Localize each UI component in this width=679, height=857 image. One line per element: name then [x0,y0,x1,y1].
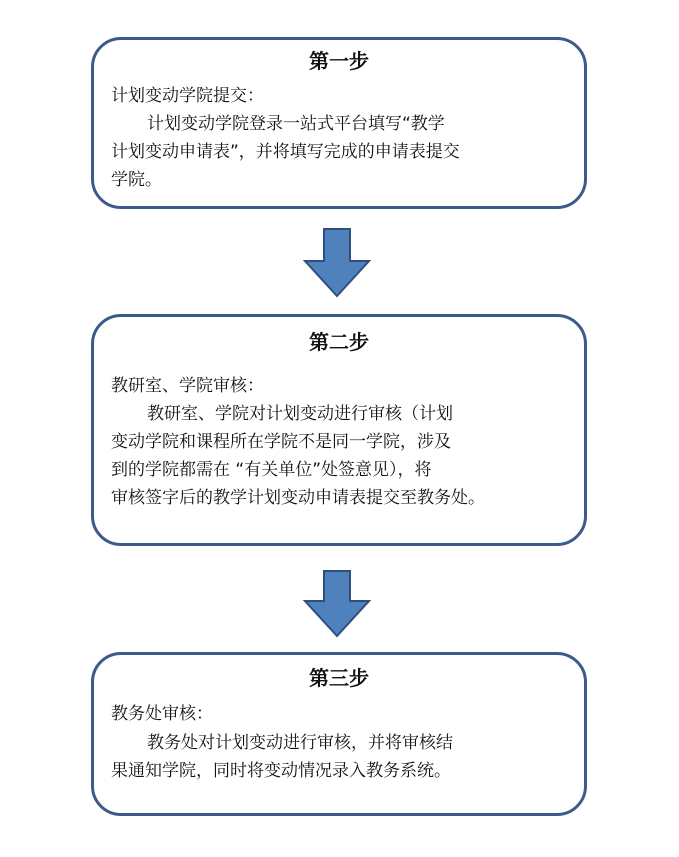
down-arrow-1-shape [305,229,369,296]
step-1-box [91,37,587,209]
step-1-line-3: 学院。 [111,170,162,190]
step-1-line-1: 计划变动学院登录一站式平台填写“教学 [147,114,445,134]
step-2-heading: 教研室、学院审核： [111,376,264,396]
step-2-box [91,314,587,546]
step-2-title: 第二步 [309,330,369,354]
step-2-body [111,400,485,512]
step-2-line-3: 到的学院都需在 “有关单位”处签意见），将 [111,460,432,480]
step-1-title: 第一步 [309,49,369,73]
step-1-line-2: 计划变动申请表”，并将填写完成的申请表提交 [111,142,460,162]
down-arrow-1 [302,227,372,299]
step-1-body [111,110,460,194]
step-2-line-1: 教研室、学院对计划变动进行审核（计划 [147,404,453,424]
step-3-title: 第三步 [309,666,369,690]
step-2-line-2: 变动学院和课程所在学院不是同一学院，涉及 [111,432,451,452]
step-3-line-1: 教务处对计划变动进行审核，并将审核结 [147,733,453,753]
step-1-heading: 计划变动学院提交： [111,86,264,106]
down-arrow-2 [302,569,372,639]
step-2-line-4: 审核签字后的教学计划变动申请表提交至教务处。 [111,488,485,508]
step-3-heading: 教务处审核： [111,704,213,724]
step-3-line-2: 果通知学院，同时将变动情况录入教务系统。 [111,761,451,781]
down-arrow-2-shape [305,571,369,636]
step-3-body [111,729,453,785]
step-3-box [91,652,587,816]
